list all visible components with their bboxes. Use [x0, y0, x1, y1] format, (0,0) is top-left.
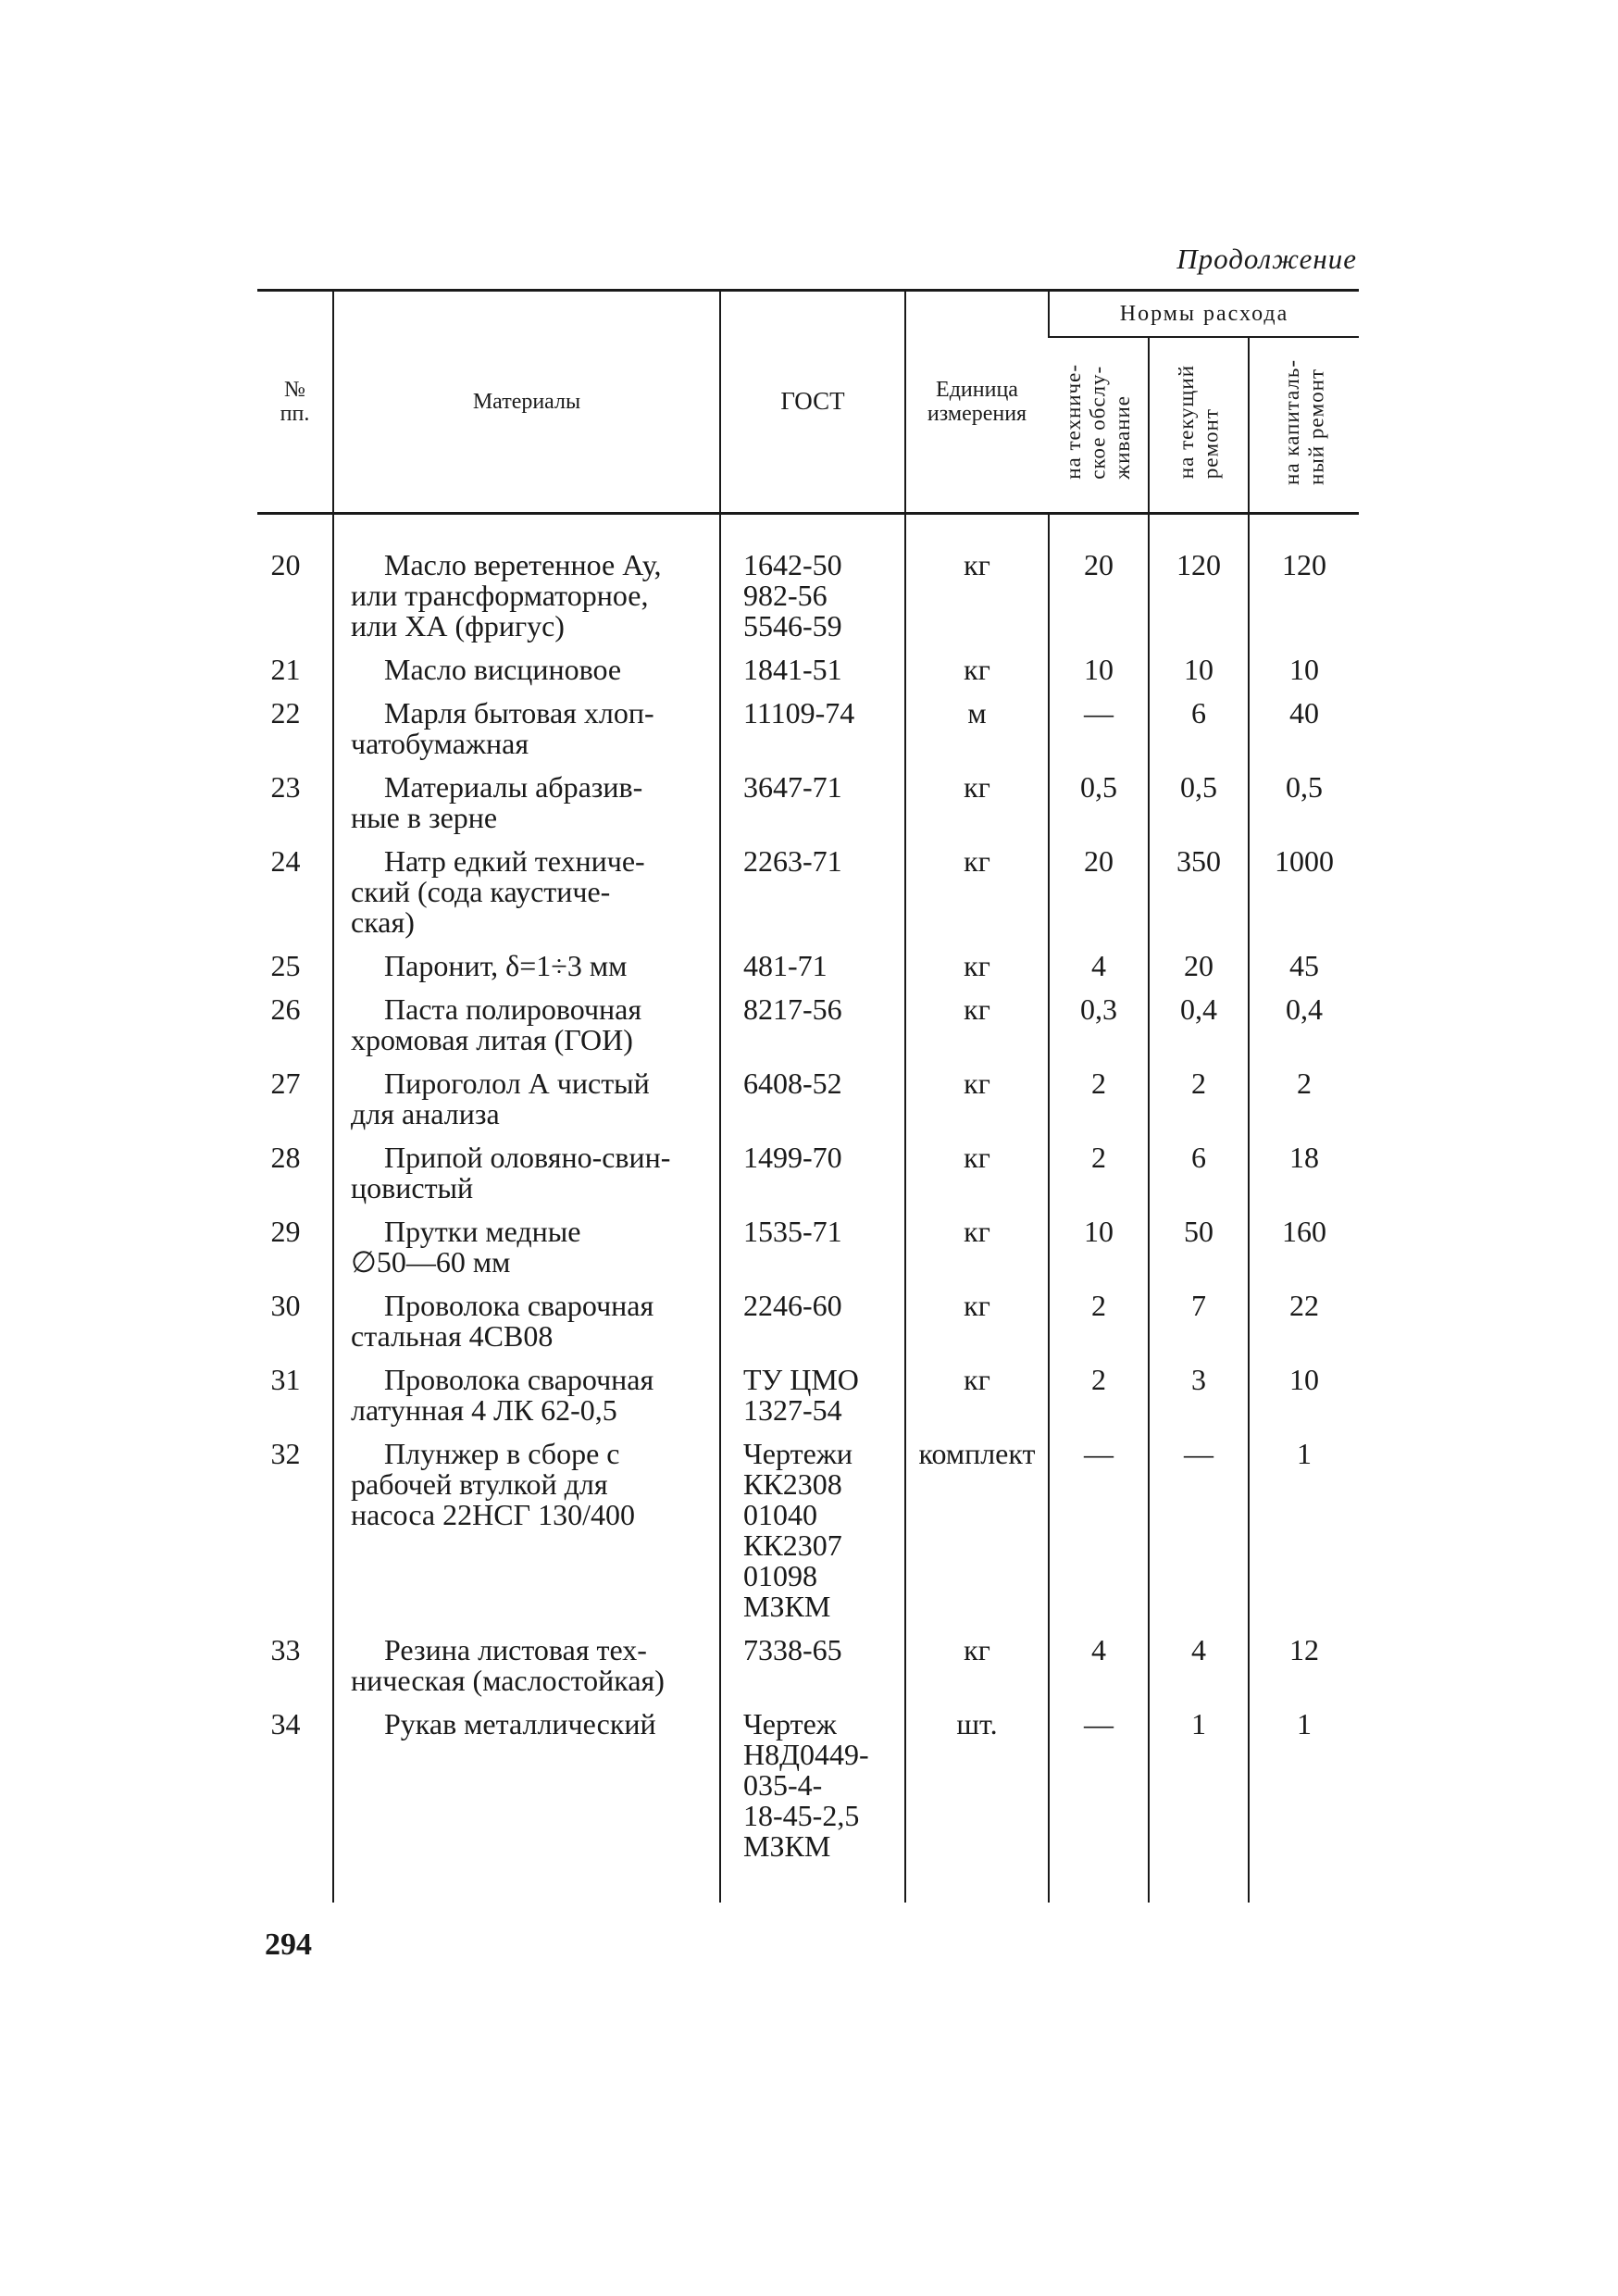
norm-service-cell: — [1049, 698, 1149, 772]
unit-cell: кг [905, 1291, 1049, 1365]
row-number: 23 [270, 770, 301, 804]
gost-line: 982-56 [743, 579, 828, 612]
gost-cell [720, 1291, 905, 1365]
material-line: насоса 22НСГ 130/400 [351, 1498, 635, 1531]
material-line: Прутки медные [384, 1215, 581, 1248]
norm-service-cell: 4 [1049, 1635, 1149, 1709]
unit-cell: шт. [905, 1709, 1049, 1875]
spacer-cell [333, 1875, 720, 1903]
material-line: Паста полировочная [384, 992, 642, 1026]
gost-cell [720, 655, 905, 698]
gost-line: 5546-59 [743, 609, 842, 643]
material-line: цовистый [351, 1171, 474, 1204]
norm-capital-cell: 120 [1249, 514, 1359, 655]
gost-line: 2246-60 [743, 1289, 842, 1322]
norm-service-cell: 10 [1049, 655, 1149, 698]
material-cell [333, 1068, 720, 1142]
unit-cell: кг [905, 1217, 1049, 1291]
gost-cell [720, 1365, 905, 1439]
gost-line: 035-4- [743, 1768, 823, 1802]
table-row [257, 655, 1359, 698]
spacer-cell [1049, 1875, 1149, 1903]
gost-line: 3647-71 [743, 770, 842, 804]
norm-current-cell: 20 [1149, 951, 1249, 994]
norm-service-cell: 2 [1049, 1291, 1149, 1365]
unit-cell: комплект [905, 1439, 1049, 1635]
gost-line: 6408-52 [743, 1067, 842, 1100]
material-line: Масло веретенное Ау, [384, 548, 662, 581]
header-num-line1: № [284, 377, 305, 402]
header-norm-capital-text [1280, 359, 1329, 485]
header-norm-capital [1249, 337, 1359, 514]
material-line: стальная 4СВ08 [351, 1319, 554, 1353]
material-line: Материалы абразив- [384, 770, 643, 804]
material-cell [333, 1709, 720, 1875]
norm-capital-cell: 22 [1249, 1291, 1359, 1365]
gost-line: 2263-71 [743, 844, 842, 878]
row-number: 31 [270, 1363, 301, 1396]
unit-cell: м [905, 698, 1049, 772]
gost-line: КК2308 [743, 1467, 842, 1501]
unit-cell: кг [905, 1068, 1049, 1142]
material-line: хромовая литая (ГОИ) [351, 1023, 633, 1056]
row-number: 33 [270, 1633, 301, 1666]
material-line: ский (сода каустиче- [351, 875, 611, 908]
norm-service-cell: 20 [1049, 846, 1149, 951]
gost-cell [720, 1439, 905, 1635]
row-number: 32 [270, 1437, 301, 1470]
header-materials: Материалы [333, 291, 720, 514]
norm-capital-cell: 18 [1249, 1142, 1359, 1217]
row-number: 25 [270, 949, 301, 982]
norm-current-line-2: ремонт [1199, 408, 1222, 480]
header-norm-service [1049, 337, 1149, 514]
header-norm-current-text [1175, 365, 1224, 479]
material-line: Паронит, δ=1÷3 мм [384, 949, 628, 982]
norm-current-cell: 120 [1149, 514, 1249, 655]
table-row [257, 772, 1359, 846]
gost-line: МЗКМ [743, 1590, 831, 1623]
material-line: Резина листовая тех- [384, 1633, 647, 1666]
unit-cell: кг [905, 994, 1049, 1068]
norm-service-cell: — [1049, 1439, 1149, 1635]
norm-current-cell: 1 [1149, 1709, 1249, 1875]
norm-capital-cell: 0,5 [1249, 772, 1359, 846]
material-cell [333, 772, 720, 846]
gost-line: 01098 [743, 1559, 817, 1592]
norm-service-cell: 2 [1049, 1365, 1149, 1439]
gost-cell [720, 994, 905, 1068]
header-unit [905, 291, 1049, 514]
norm-capital-cell: 2 [1249, 1068, 1359, 1142]
row-number: 21 [270, 653, 301, 686]
material-line: для анализа [351, 1097, 500, 1130]
norm-current-cell: 6 [1149, 1142, 1249, 1217]
gost-cell [720, 514, 905, 655]
table-row [257, 846, 1359, 951]
material-cell [333, 1365, 720, 1439]
norm-current-cell: 6 [1149, 698, 1249, 772]
norm-current-cell: 350 [1149, 846, 1249, 951]
gost-cell [720, 1142, 905, 1217]
norm-capital-cell: 10 [1249, 1365, 1359, 1439]
norm-current-cell: 0,4 [1149, 994, 1249, 1068]
row-number: 24 [270, 844, 301, 878]
row-number: 20 [270, 548, 301, 581]
norm-current-cell: 3 [1149, 1365, 1249, 1439]
material-line: Припой оловяно-свин- [384, 1141, 671, 1174]
material-line: рабочей втулкой для [351, 1467, 608, 1501]
norm-service-cell: 2 [1049, 1142, 1149, 1217]
header-num-line2: пп. [280, 402, 310, 426]
gost-line: 481-71 [743, 949, 828, 982]
row-number: 27 [270, 1067, 301, 1100]
gost-cell [720, 951, 905, 994]
unit-cell: кг [905, 514, 1049, 655]
norm-service-cell: 0,3 [1049, 994, 1149, 1068]
gost-line: 1327-54 [743, 1393, 842, 1427]
norm-current-cell: — [1149, 1439, 1249, 1635]
norm-service-cell: 4 [1049, 951, 1149, 994]
norm-service-cell: 2 [1049, 1068, 1149, 1142]
spacer-cell [720, 1875, 905, 1903]
gost-line: ТУ ЦМО [743, 1363, 859, 1396]
material-line: или трансформаторное, [351, 579, 649, 612]
norm-capital-line-1: на капиталь- [1279, 358, 1303, 485]
material-cell [333, 1217, 720, 1291]
gost-line: 1841-51 [743, 653, 842, 686]
unit-cell: кг [905, 951, 1049, 994]
table-row [257, 1291, 1359, 1365]
table-row [257, 1635, 1359, 1709]
gost-line: Чертежи [743, 1437, 853, 1470]
norm-current-cell: 10 [1149, 655, 1249, 698]
table-row [257, 514, 1359, 655]
gost-line: 18-45-2,5 [743, 1799, 860, 1832]
material-line: Пироголол А чистый [384, 1067, 650, 1100]
gost-line: Н8Д0449- [743, 1738, 869, 1771]
material-cell [333, 1142, 720, 1217]
table-row [257, 994, 1359, 1068]
gost-line: 8217-56 [743, 992, 842, 1026]
norm-capital-cell: 10 [1249, 655, 1359, 698]
gost-line: 1642-50 [743, 548, 842, 581]
material-line: Проволока сварочная [384, 1289, 654, 1322]
material-cell [333, 514, 720, 655]
header-num [257, 291, 333, 514]
materials-table [257, 289, 1359, 1903]
norm-service-cell: 20 [1049, 514, 1149, 655]
page-number: 294 [265, 1928, 312, 1962]
material-line: чатобумажная [351, 727, 529, 760]
row-number: 28 [270, 1141, 301, 1174]
material-line: Проволока сварочная [384, 1363, 654, 1396]
material-cell [333, 951, 720, 994]
header-norms: Нормы расхода [1049, 291, 1359, 338]
gost-line: 1499-70 [743, 1141, 842, 1174]
norm-current-cell: 2 [1149, 1068, 1249, 1142]
gost-line: КК2307 [743, 1529, 842, 1562]
material-cell [333, 1635, 720, 1709]
unit-cell: кг [905, 1365, 1049, 1439]
table-row [257, 698, 1359, 772]
unit-cell: кг [905, 772, 1049, 846]
gost-line: Чертеж [743, 1707, 837, 1741]
gost-line: 1535-71 [743, 1215, 842, 1248]
continuation-label: Продолжение [1176, 243, 1357, 275]
table-bottom-spacer [257, 1875, 1359, 1903]
gost-cell [720, 1635, 905, 1709]
gost-cell [720, 1068, 905, 1142]
row-number: 22 [270, 696, 301, 730]
norm-current-cell: 0,5 [1149, 772, 1249, 846]
table-header [257, 291, 1359, 514]
spacer-cell [1149, 1875, 1249, 1903]
table-body [257, 514, 1359, 1903]
norm-capital-cell: 45 [1249, 951, 1359, 994]
norm-service-cell: 0,5 [1049, 772, 1149, 846]
norm-current-line-1: на текущий [1174, 365, 1198, 480]
row-number: 30 [270, 1289, 301, 1322]
norm-current-cell: 50 [1149, 1217, 1249, 1291]
material-cell [333, 1291, 720, 1365]
header-unit-line2: измерения [927, 402, 1027, 426]
material-line: Плунжер в сборе с [384, 1437, 620, 1470]
norm-capital-cell: 1 [1249, 1439, 1359, 1635]
gost-line: 7338-65 [743, 1633, 842, 1666]
spacer-cell [1249, 1875, 1359, 1903]
spacer-cell [257, 1875, 333, 1903]
material-line: Масло висциновое [384, 653, 622, 686]
table-row [257, 1439, 1359, 1635]
norm-current-cell: 7 [1149, 1291, 1249, 1365]
table-row [257, 1068, 1359, 1142]
material-line: ные в зерне [351, 801, 498, 834]
norm-capital-cell: 12 [1249, 1635, 1359, 1709]
gost-cell [720, 846, 905, 951]
norm-capital-line-2: ный ремонт [1304, 368, 1327, 485]
norm-service-line-1: на техниче- [1061, 364, 1085, 480]
gost-cell [720, 1217, 905, 1291]
table-row [257, 1365, 1359, 1439]
material-cell [333, 698, 720, 772]
norm-service-line-3: живание [1110, 395, 1134, 480]
unit-cell: кг [905, 1635, 1049, 1709]
table-row [257, 1709, 1359, 1875]
gost-cell [720, 772, 905, 846]
material-line: ∅50—60 мм [351, 1245, 511, 1279]
material-line: Марля бытовая хлоп- [384, 696, 654, 730]
materials-table-wrap [257, 289, 1359, 1903]
header-unit-line1: Единица [936, 377, 1018, 402]
unit-cell: кг [905, 846, 1049, 951]
gost-line: 11109-74 [743, 696, 855, 730]
material-cell [333, 1439, 720, 1635]
header-norm-current [1149, 337, 1249, 514]
row-number: 26 [270, 992, 301, 1026]
material-line: латунная 4 ЛК 62-0,5 [351, 1393, 617, 1427]
norm-capital-cell: 40 [1249, 698, 1359, 772]
gost-cell [720, 698, 905, 772]
unit-cell: кг [905, 1142, 1049, 1217]
material-line: или ХА (фригус) [351, 609, 565, 643]
spacer-cell [905, 1875, 1049, 1903]
norm-capital-cell: 160 [1249, 1217, 1359, 1291]
norm-capital-cell: 1 [1249, 1709, 1359, 1875]
norm-service-cell: 10 [1049, 1217, 1149, 1291]
row-number: 34 [270, 1707, 301, 1741]
header-norm-service-text [1062, 364, 1135, 480]
material-cell [333, 655, 720, 698]
material-cell [333, 994, 720, 1068]
gost-line: 01040 [743, 1498, 817, 1531]
material-line: Натр едкий техниче- [384, 844, 645, 878]
header-gost: ГОСТ [720, 291, 905, 514]
norm-service-cell: — [1049, 1709, 1149, 1875]
norm-capital-cell: 0,4 [1249, 994, 1359, 1068]
norm-service-line-2: ское обслу- [1086, 366, 1110, 480]
table-row [257, 1217, 1359, 1291]
norm-current-cell: 4 [1149, 1635, 1249, 1709]
gost-line: МЗКМ [743, 1829, 831, 1863]
material-cell [333, 846, 720, 951]
gost-cell [720, 1709, 905, 1875]
table-row [257, 951, 1359, 994]
row-number: 29 [270, 1215, 301, 1248]
material-line: ская) [351, 905, 415, 939]
table-row [257, 1142, 1359, 1217]
norm-capital-cell: 1000 [1249, 846, 1359, 951]
unit-cell: кг [905, 655, 1049, 698]
material-line: Рукав металлический [384, 1707, 656, 1741]
material-line: ническая (маслостойкая) [351, 1664, 665, 1697]
